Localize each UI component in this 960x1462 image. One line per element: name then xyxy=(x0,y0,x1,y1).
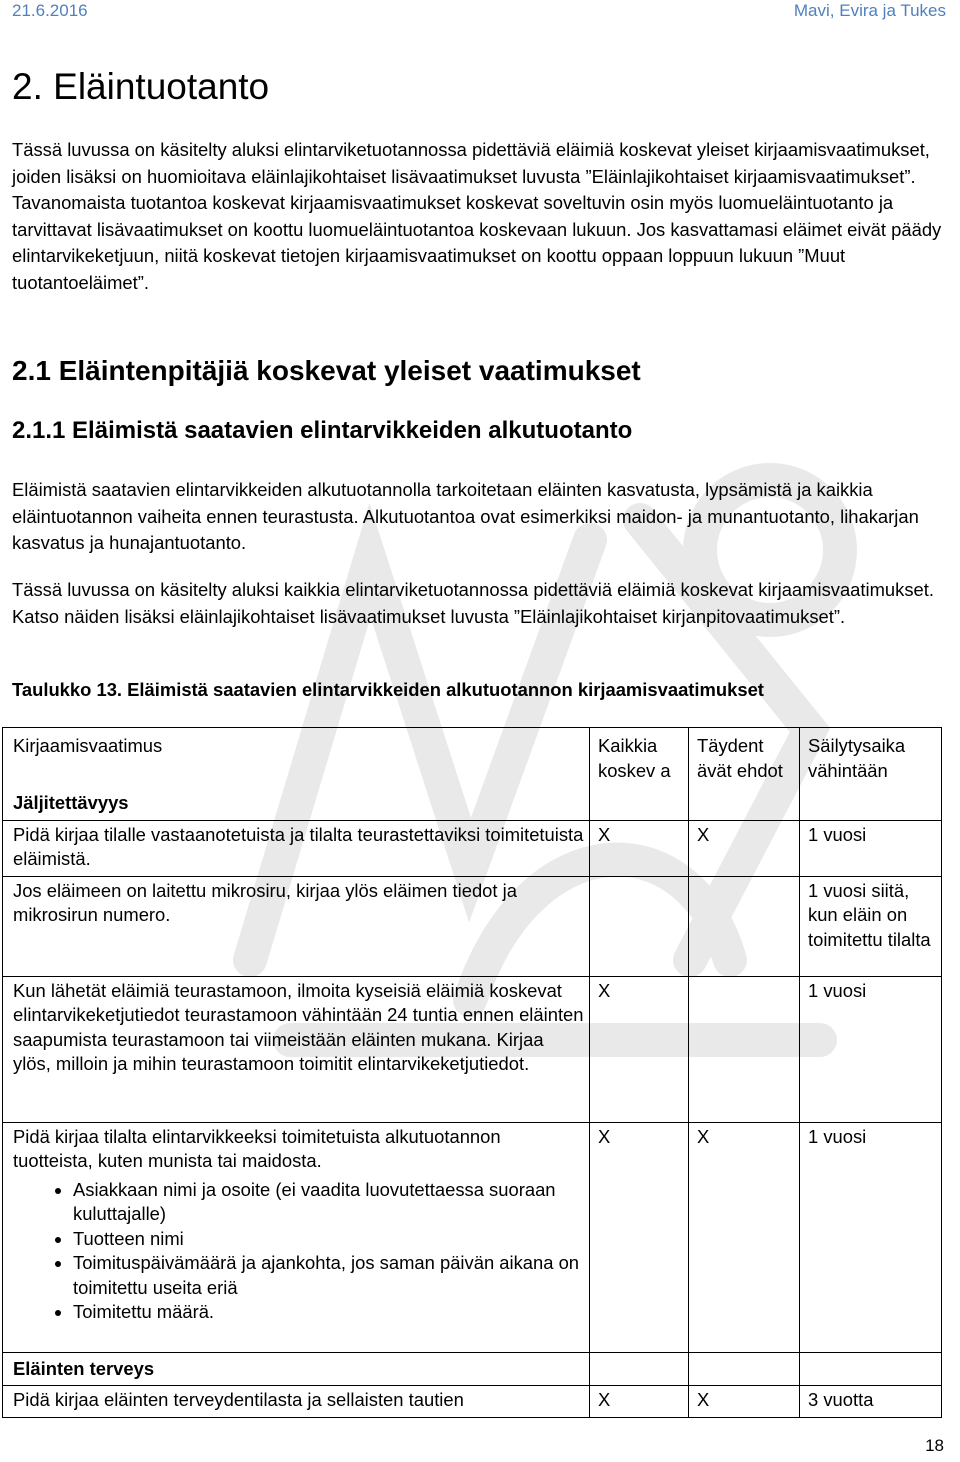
row-requirement-text: Pidä kirjaa tilalta elintarvikkeeksi toimitetuista alkutuotannon tuotteista, kuten munista tai maidosta. xyxy=(13,1125,501,1171)
body-paragraph-1: Eläimistä saatavien elintarvikkeiden alkutuotannolla tarkoitetaan eläinten kasvatusta, lypsämistä ja kaikkia eläintuotannon vaiheita ennen teurastusta. Alkutuotantoa ovat esimerkiksi maidon- ja munantuotanto, lihakarjan kasvatus ja hunajantuotanto. xyxy=(12,479,919,553)
table-row xyxy=(3,976,942,1122)
row-supp-mark xyxy=(689,876,800,976)
table-caption: Taulukko 13. Eläimistä saatavien elintarvikkeiden alkutuotannon kirjaamisvaatimukset xyxy=(12,679,764,700)
section-animal-health: Eläinten terveys xyxy=(3,1352,590,1386)
row-all-mark xyxy=(590,876,689,976)
row-requirement: Pidä kirjaa tilalle vastaanotetuista ja tilalta teurastettaviksi toimitetuista eläimistä. xyxy=(3,820,590,876)
requirements-table xyxy=(2,727,942,1418)
header-organizations: Mavi, Evira ja Tukes xyxy=(793,1,946,20)
table-row xyxy=(3,820,942,876)
row-supp-mark xyxy=(689,976,800,1122)
list-item: • Asiakkaan nimi ja osoite (ei vaadita luovutettaessa suoraan kuluttajalle) xyxy=(73,1178,585,1227)
header-supplementary-conditions: Täydent ävät ehdot xyxy=(689,728,800,788)
body-paragraph-2: Tässä luvussa on käsitelty aluksi kaikkia elintarviketuotannossa pidettäviä eläimiä koskevat kirjaamisvaatimukset. Katso näiden lisäksi eläinlajikohtaiset lisävaatimukset luvusta ”Eläinlajikohtaiset kirjanpitovaatimukset”. xyxy=(12,579,934,627)
page-number: 18 xyxy=(925,1436,944,1455)
list-item: • Toimitettu määrä. xyxy=(73,1300,585,1325)
table-header-row xyxy=(3,728,942,788)
running-header xyxy=(0,0,960,24)
row-requirement: Pidä kirjaa eläinten terveydentilasta ja sellaisten tautien xyxy=(3,1386,590,1418)
header-date: 21.6.2016 xyxy=(12,1,88,20)
section-traceability: Jäljitettävyys xyxy=(3,787,590,820)
row-supp-mark: X xyxy=(689,1122,800,1352)
table-row xyxy=(3,876,942,976)
list-item: • Tuotteen nimi xyxy=(73,1227,585,1252)
table-section-row xyxy=(3,1352,942,1386)
subsection-title: 2.1.1 Eläimistä saatavien elintarvikkeiden alkutuotanto xyxy=(12,417,633,444)
section-title: 2.1 Eläintenpitäjiä koskevat yleiset vaatimukset xyxy=(12,355,641,386)
row-retention: 3 vuotta xyxy=(800,1386,942,1418)
row-retention: 1 vuosi xyxy=(800,820,942,876)
row-all-mark: X xyxy=(590,820,689,876)
header-applies-to-all: Kaikkia koskev a xyxy=(590,728,689,788)
list-item: • Toimituspäivämäärä ja ajankohta, jos saman päivän aikana on toimitettu useita eriä xyxy=(73,1251,585,1300)
row-retention: 1 vuosi xyxy=(800,1122,942,1352)
row-requirement-with-list xyxy=(3,1122,590,1352)
row-supp-mark: X xyxy=(689,820,800,876)
header-requirement: Kirjaamisvaatimus xyxy=(3,728,590,788)
table-row xyxy=(3,1386,942,1418)
intro-paragraph: Tässä luvussa on käsitelty aluksi elintarviketuotannossa pidettäviä eläimiä koskevat yleiset kirjaamisvaatimukset, joiden lisäksi on huomioitava eläinlajikohtaiset lisävaatimukset luvusta ”Eläinlajikohtaiset kirjaamisvaatimukset”. Tavanomaista tuotantoa koskevat kirjaamisvaatimukset koskevat soveltuvin osin myös luomueläintuotanto ja tarvittavat lisävaatimukset on koottu luomueläintuotantoa koskevaan lukuun. Jos kasvattamasi eläimet eivät päädy elintarvikeketjuun, niitä koskevat tietojen kirjaamisvaatimukset on koottu oppaan loppuun lukuun ”Muut tuotantoeläimet”. xyxy=(12,139,942,293)
chapter-title: 2. Eläintuotanto xyxy=(12,66,270,107)
required-items-list xyxy=(13,1178,585,1325)
row-all-mark: X xyxy=(590,1386,689,1418)
row-retention: 1 vuosi siitä, kun eläin on toimitettu tilalta xyxy=(800,876,942,976)
row-requirement: Kun lähetät eläimiä teurastamoon, ilmoita kyseisiä eläimiä koskevat elintarvikeketjutiedot teurastamoon vähintään 24 tuntia ennen eläinten saapumista teurastamoon tai viimeistään eläinten mukana. Kirjaa ylös, milloin ja mihin teurastamoon toimitit elintarvikeketjutiedot. xyxy=(3,976,590,1122)
row-requirement: Jos eläimeen on laitettu mikrosiru, kirjaa ylös eläimen tiedot ja mikrosirun numero. xyxy=(3,876,590,976)
row-retention: 1 vuosi xyxy=(800,976,942,1122)
row-all-mark: X xyxy=(590,1122,689,1352)
row-all-mark: X xyxy=(590,976,689,1122)
header-retention-period: Säilytysaika vähintään xyxy=(800,728,942,788)
table-section-row xyxy=(3,787,942,820)
row-supp-mark: X xyxy=(689,1386,800,1418)
table-row xyxy=(3,1122,942,1352)
